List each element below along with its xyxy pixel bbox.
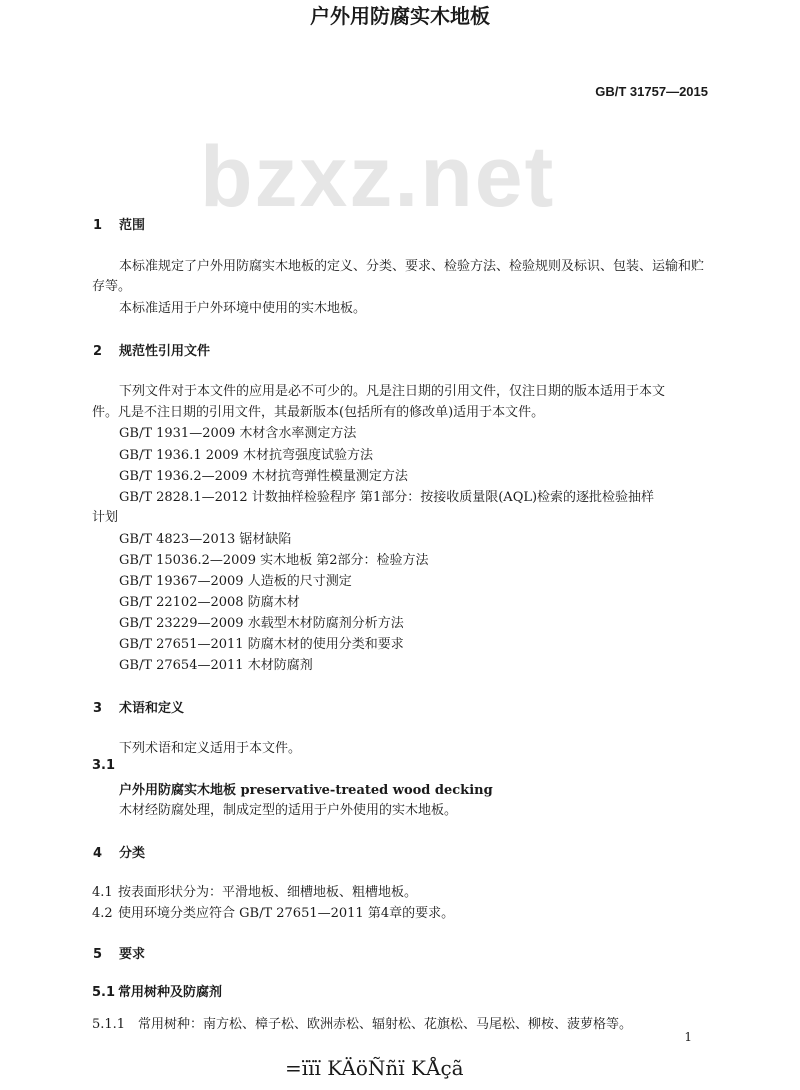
reference-item: GB/T 27654—2011 木材防腐剂 bbox=[119, 658, 313, 673]
reference-item: GB/T 22102—2008 防腐木材 bbox=[119, 595, 300, 610]
section-number: 4 bbox=[93, 846, 103, 861]
section-number: 2 bbox=[93, 344, 103, 359]
clause-number: 5.1.1 bbox=[92, 1017, 126, 1032]
section-5-heading bbox=[93, 943, 145, 962]
paragraph-continuation: 件。凡是不注日期的引用文件，其最新版本(包括所有的修改单)适用于本文件。 bbox=[92, 405, 545, 420]
paragraph-continuation: 存等。 bbox=[92, 279, 132, 294]
subsection-heading bbox=[92, 981, 222, 1000]
definition-text: 木材经防腐处理，制成定型的适用于户外使用的实木地板。 bbox=[119, 803, 458, 818]
clause-number: 4.2 bbox=[92, 906, 113, 921]
section-number: 5 bbox=[93, 947, 103, 962]
section-2-heading bbox=[93, 340, 210, 359]
document-title: 户外用防腐实木地板 bbox=[310, 4, 490, 28]
section-number: 1 bbox=[93, 218, 103, 233]
clause-item bbox=[92, 881, 417, 900]
clause-number: 4.1 bbox=[92, 885, 113, 900]
section-title: 术语和定义 bbox=[119, 701, 185, 716]
clause-item bbox=[92, 1013, 632, 1032]
term-entry: 户外用防腐实木地板 preservative-treated wood decking bbox=[119, 783, 493, 798]
reference-item: GB/T 4823—2013 锯材缺陷 bbox=[119, 532, 292, 547]
reference-item: GB/T 1936.1 2009 木材抗弯强度试验方法 bbox=[119, 448, 373, 463]
reference-item: GB/T 1936.2—2009 木材抗弯弹性模量测定方法 bbox=[119, 469, 408, 484]
subsection-number: 5.1 bbox=[92, 985, 116, 1000]
section-title: 分类 bbox=[119, 846, 146, 861]
footer-text: =ïïï KÄöÑñï KÅçã bbox=[285, 1056, 464, 1080]
page-number: 1 bbox=[684, 1030, 692, 1044]
section-title: 要求 bbox=[119, 947, 146, 962]
clause-text: 按表面形状分为：平滑地板、细槽地板、粗槽地板。 bbox=[118, 885, 418, 900]
paragraph: 下列术语和定义适用于本文件。 bbox=[119, 741, 302, 756]
section-4-heading bbox=[93, 842, 145, 861]
subsection-title: 常用树种及防腐剂 bbox=[118, 985, 223, 1000]
clause-text: 使用环境分类应符合 GB/T 27651—2011 第4章的要求。 bbox=[118, 906, 455, 921]
reference-item: GB/T 27651—2011 防腐木材的使用分类和要求 bbox=[119, 637, 404, 652]
paragraph: 本标准规定了户外用防腐实木地板的定义、分类、要求、检验方法、检验规则及标识、包装、运输和贮 bbox=[119, 259, 705, 274]
section-number: 3 bbox=[93, 701, 103, 716]
reference-item-continuation: 计划 bbox=[92, 510, 119, 525]
reference-item: GB/T 23229—2009 水载型木材防腐剂分析方法 bbox=[119, 616, 404, 631]
clause-text: 常用树种：南方松、樟子松、欧洲赤松、辐射松、花旗松、马尾松、柳桉、菠萝格等。 bbox=[138, 1017, 633, 1032]
section-3-heading bbox=[93, 697, 184, 716]
section-1-heading bbox=[93, 214, 145, 233]
watermark: bzxz.net bbox=[200, 129, 556, 225]
reference-item: GB/T 19367—2009 人造板的尺寸测定 bbox=[119, 574, 352, 589]
reference-item: GB/T 2828.1—2012 计数抽样检验程序 第1部分：按接收质量限(AQL)检索的逐批检验抽样 bbox=[119, 490, 655, 505]
reference-item: GB/T 1931—2009 木材含水率测定方法 bbox=[119, 426, 357, 441]
reference-item: GB/T 15036.2—2009 实木地板 第2部分：检验方法 bbox=[119, 553, 429, 568]
clause-item bbox=[92, 902, 454, 921]
paragraph: 下列文件对于本文件的应用是必不可少的。凡是注日期的引用文件，仅注日期的版本适用于本文 bbox=[119, 384, 666, 399]
definition-number: 3.1 bbox=[92, 758, 116, 773]
section-title: 规范性引用文件 bbox=[119, 344, 211, 359]
paragraph: 本标准适用于户外环境中使用的实木地板。 bbox=[119, 301, 367, 316]
standard-id: GB/T 31757—2015 bbox=[595, 84, 708, 99]
section-title: 范围 bbox=[119, 218, 146, 233]
